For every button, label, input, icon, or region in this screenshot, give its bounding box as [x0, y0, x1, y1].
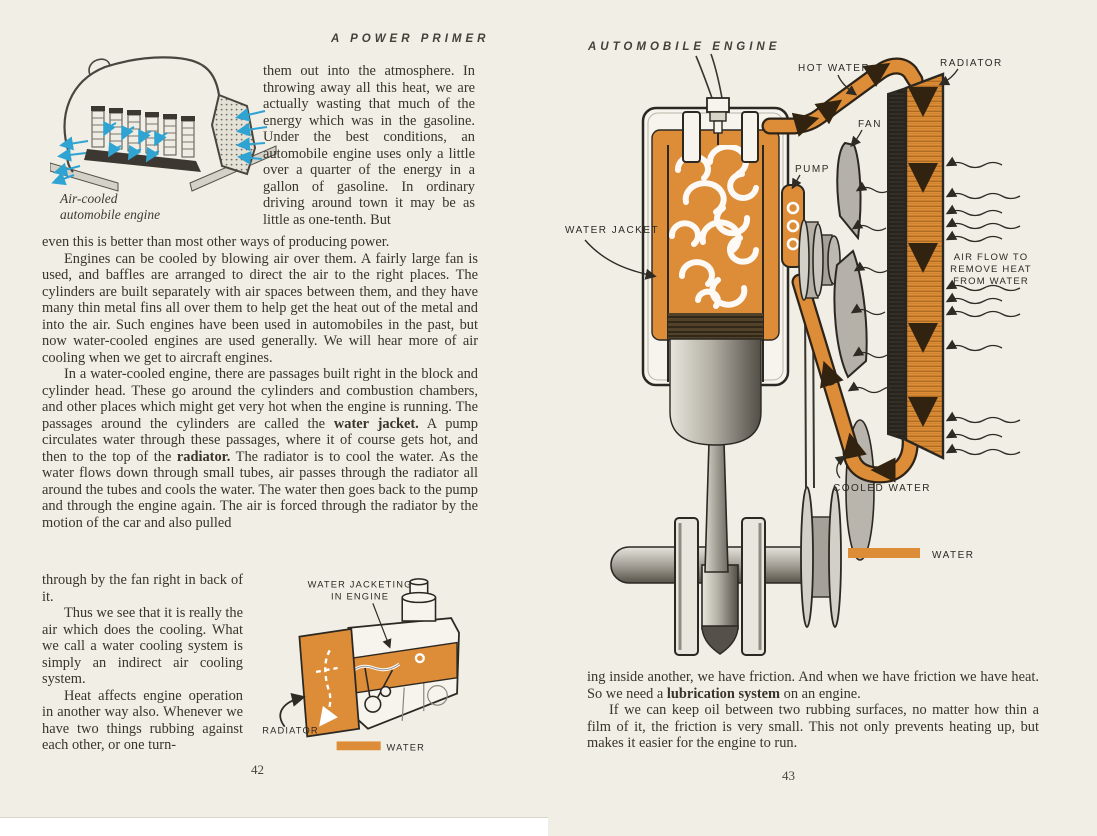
water-jacketing-label-line2: IN ENGINE — [331, 591, 390, 602]
grille-mesh — [212, 95, 255, 174]
water-legend-label: WATER — [386, 742, 425, 753]
water-jacketing-label-line1: WATER JACKETING — [307, 579, 413, 590]
fan-label: FAN — [858, 119, 882, 130]
page-number-left: 42 — [251, 762, 264, 777]
paragraph: Engines can be cooled by blowing air over them. A fairly large fan is used, and baffles are arranged to direct the air to the right places. The cylinders are built separately with air spaces between them, and they have many thin metal fins all over them to help get the heat out of the metal and into the air. Such engines have been used in automobiles in the past, but now water-cooled engines are used generally. We will hear more of air cooling when we get to aircraft engines. — [42, 250, 478, 366]
connecting-rod — [705, 442, 728, 572]
illustration-caption-line2: automobile engine — [60, 207, 161, 222]
paragraph: them out into the atmosphere. In throwing away all this heat, we are actually wasting that much of the energy which was in the gasoline. Under the best conditions, an automobile engine uses only a little over a quarter of the energy in a gallon of gasoline. In ordinary driving around town it may be as little as one-tenth. But — [263, 63, 475, 228]
radiator-label: RADIATOR — [940, 58, 1003, 69]
page-43 — [548, 0, 1097, 836]
paragraph: even this is better than most other ways of producing power. — [42, 234, 390, 250]
cooled-water-label: COOLED WATER — [833, 483, 932, 494]
radiator-label: RADIATOR — [262, 725, 319, 736]
paragraph: through by the fan right in back of it. — [42, 572, 243, 605]
water-legend-label: WATER — [932, 550, 975, 561]
water-legend-swatch — [337, 741, 381, 750]
paragraph: ing inside another, we have friction. And when we have friction we have heat. So we need a lubrication system on an engine. — [587, 669, 1039, 702]
illustration-caption-line1: Air-cooled — [60, 191, 118, 206]
crank-pulley — [801, 487, 841, 627]
fan-pointer — [852, 130, 862, 145]
paragraph: Thus we see that it is really the air which does the cooling. What we call a water cooling system is simply an indirect air cooling system. — [42, 605, 243, 687]
paragraph: In a water-cooled engine, there are passages built right in the block and cylinder head. These go around the cylinders and combustion chambers, and other places which might get very hot when the engine is running. The passages around the cylinders are called the water jacket. A pump circulates water through these passages, where it of course gets hot, and then to the top of the radiator. The radiator is to cool the water. As the water flows down through small tubes, air passes through the radiator all around the tubes and cools the water. The water then goes back to the pump and through the engine again. The air is forced through the radiator by the motion of the car and also pulled — [42, 366, 478, 531]
air-flow-label-line2: REMOVE HEAT — [950, 264, 1032, 275]
page-number-right: 43 — [782, 768, 795, 783]
cooling-system-diagram — [560, 50, 1090, 670]
intro-column — [263, 63, 475, 228]
pump-label: PUMP — [795, 164, 830, 175]
engine-cylinder — [643, 54, 788, 445]
piston — [670, 339, 761, 445]
bottom-text-block — [587, 669, 1039, 752]
main-text-block — [42, 234, 478, 531]
radiator-pointer — [280, 697, 302, 726]
air-cooled-engine-illustration — [50, 53, 278, 231]
running-head-left: A POWER PRIMER — [331, 33, 490, 45]
bottom-section — [42, 572, 478, 766]
air-flow-label-line1: AIR FLOW TO — [953, 252, 1029, 263]
radiator-core — [906, 74, 943, 458]
water-jacketing-illustration — [253, 574, 478, 762]
cooled-water-pointer — [837, 457, 844, 478]
paragraph: If we can keep oil between two rubbing surfaces, no matter how thin a film of it, the friction is very small. This not only prevents heating up, but makes it easier for the engine to run. — [587, 702, 1039, 751]
running-head-right: AUTOMOBILE ENGINE — [588, 41, 781, 53]
radiator-mesh — [888, 88, 906, 440]
water-legend-swatch — [848, 548, 920, 558]
air-arrows-right — [948, 163, 1020, 455]
radiator — [888, 74, 943, 458]
paragraph: Heat affects engine operation in another way also. Whenever we have two things rubbing against each other, or one turn- — [42, 687, 243, 753]
hot-water-label: HOT WATER — [798, 63, 871, 74]
radiator-panel — [299, 629, 359, 737]
page-42 — [0, 0, 548, 818]
air-flow-label-line3: FROM WATER — [953, 276, 1029, 287]
water-jacket-label: WATER JACKET — [565, 225, 660, 236]
combustion-cloud — [668, 145, 763, 310]
